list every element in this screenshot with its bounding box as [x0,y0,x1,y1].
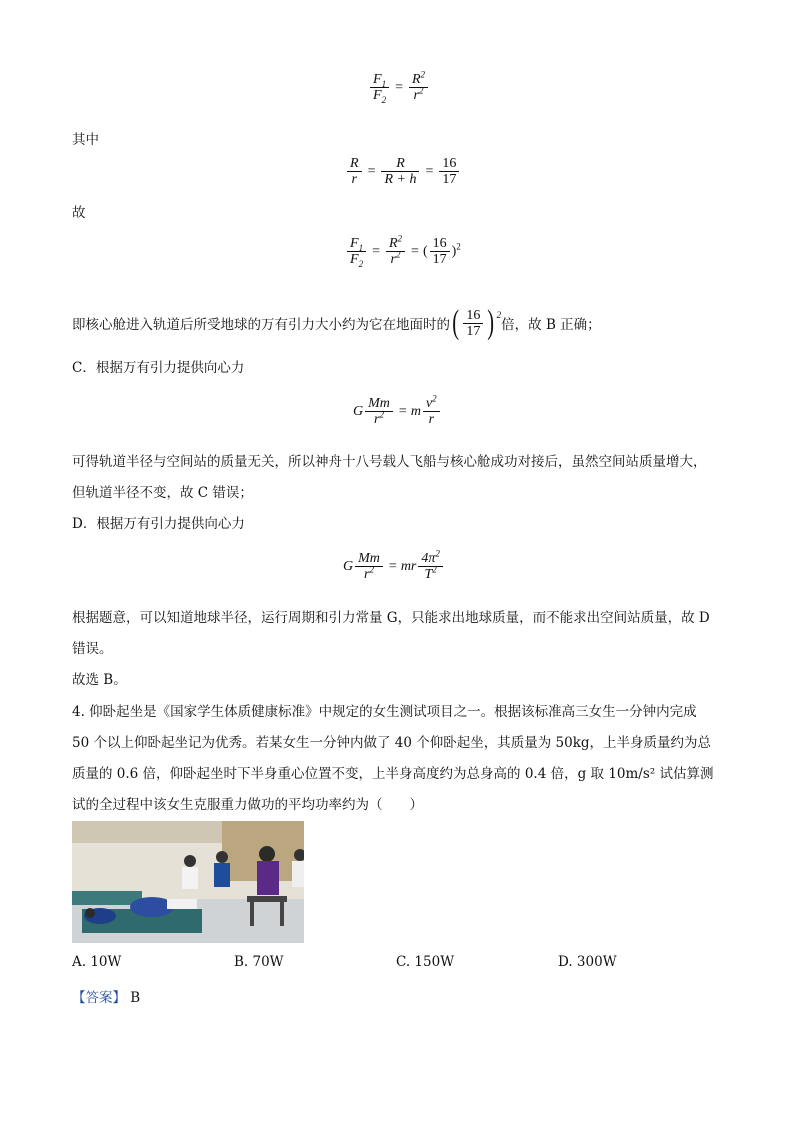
fraction-16-17: $\frac{16}{17}$ [439,156,459,187]
label-therefore: 故 [72,205,86,221]
fraction-4pi2-T2: $\frac{4\pi^2}{T^2}$ [418,551,443,582]
situp-test-photo [72,821,304,943]
question-4-line1: 4. 仰卧起坐是《国家学生体质健康标准》中规定的女生测试项目之一。根据该标准高三女生一分钟内完成 [72,704,697,720]
fraction-16-17-b: $\frac{16}{17}$ [430,236,450,267]
fraction-r-squared-b: $\frac{R^2}{r^2}$ [386,236,405,267]
fraction-Mm-r2-b: $\frac{Mm}{r^2}$ [355,551,383,582]
option-d-result-line1: 根据题意，可以知道地球半径，运行周期和引力常量 G，只能求出地球质量，而不能求出空间站质量，故 D [72,610,710,626]
option-d-heading: D．根据万有引力提供向心力 [72,516,245,532]
fraction-16-17-inline: $\frac{16}{17}$ [463,308,483,339]
fraction-r-squared: $\frac{R^2}{r^2}$ [409,72,428,103]
final-choice: 故选 B。 [72,672,127,688]
fraction-f1-f2: $\frac{F_1}{F_2}$ [370,72,389,103]
equation-force-ratio-numeric: $\frac{F_1}{F_2}$ = $\frac{R^2}{r^2}$ = ( $\frac{16}{17}$ )$^2$ [345,236,461,267]
option-c-result-line1: 可得轨道半径与空间站的质量无关，所以神舟十八号载人飞船与核心舱成功对接后，虽然空间站质量增大， [72,454,707,470]
equation-centripetal-period: G $\frac{Mm}{r^2}$ = mr $\frac{4\pi^2}{T^2}$ [343,551,445,582]
question-4-line4: 试的全过程中该女生克服重力做功的平均功率约为（ ） [72,797,423,813]
option-c: C. 150W [396,954,455,970]
fraction-R-over-R-plus-h: $\frac{R}{R + h}$ [381,156,419,187]
fraction-R-over-r: $\frac{R}{r}$ [347,156,362,187]
answer-tag: 【答案】 [72,990,126,1006]
conclusion-b: 即核心舱进入轨道后所受地球的万有引力大小约为它在地面时的 ( $\frac{16}{17}$ ) $^2$ 倍，故 B 正确； [72,304,601,341]
option-c-heading: C．根据万有引力提供向心力 [72,360,245,376]
option-b: B. 70W [234,954,284,970]
option-d: D. 300W [558,954,617,970]
equation-centripetal-velocity: G $\frac{Mm}{r^2}$ = m $\frac{v^2}{r}$ [353,396,442,427]
equation-radius-ratio: $\frac{R}{r}$ = $\frac{R}{R + h}$ = $\frac{16}{17}$ [345,156,461,187]
answer-value: B [130,990,141,1006]
question-4-line3: 质量的 0.6 倍，仰卧起坐时下半身重心位置不变，上半身高度约为总身高的 0.4 倍，g 取 10m/s² 试估算测 [72,766,714,782]
fraction-Mm-r2: $\frac{Mm}{r^2}$ [365,396,393,427]
option-c-result-line2: 但轨道半径不变，故 C 错误； [72,485,253,501]
option-a: A. 10W [72,954,122,970]
answer [72,986,140,1006]
equation-force-ratio: $\frac{F_1}{F_2}$ = $\frac{R^2}{r^2}$ [368,72,430,103]
option-d-result-line2: 错误。 [72,641,113,657]
fraction-f1-f2-b: $\frac{F_1}{F_2}$ [347,236,366,267]
label-where: 其中 [72,132,99,148]
conclusion-b-text: 即核心舱进入轨道后所受地球的万有引力大小约为它在地面时的 [72,317,450,333]
question-4-line2: 50 个以上仰卧起坐记为优秀。若某女生一分钟内做了 40 个仰卧起坐，其质量为 50kg，上半身质量约为总 [72,735,712,751]
fraction-v2-r: $\frac{v^2}{r}$ [423,396,440,427]
conclusion-b-tail: 倍，故 B 正确； [501,317,601,333]
